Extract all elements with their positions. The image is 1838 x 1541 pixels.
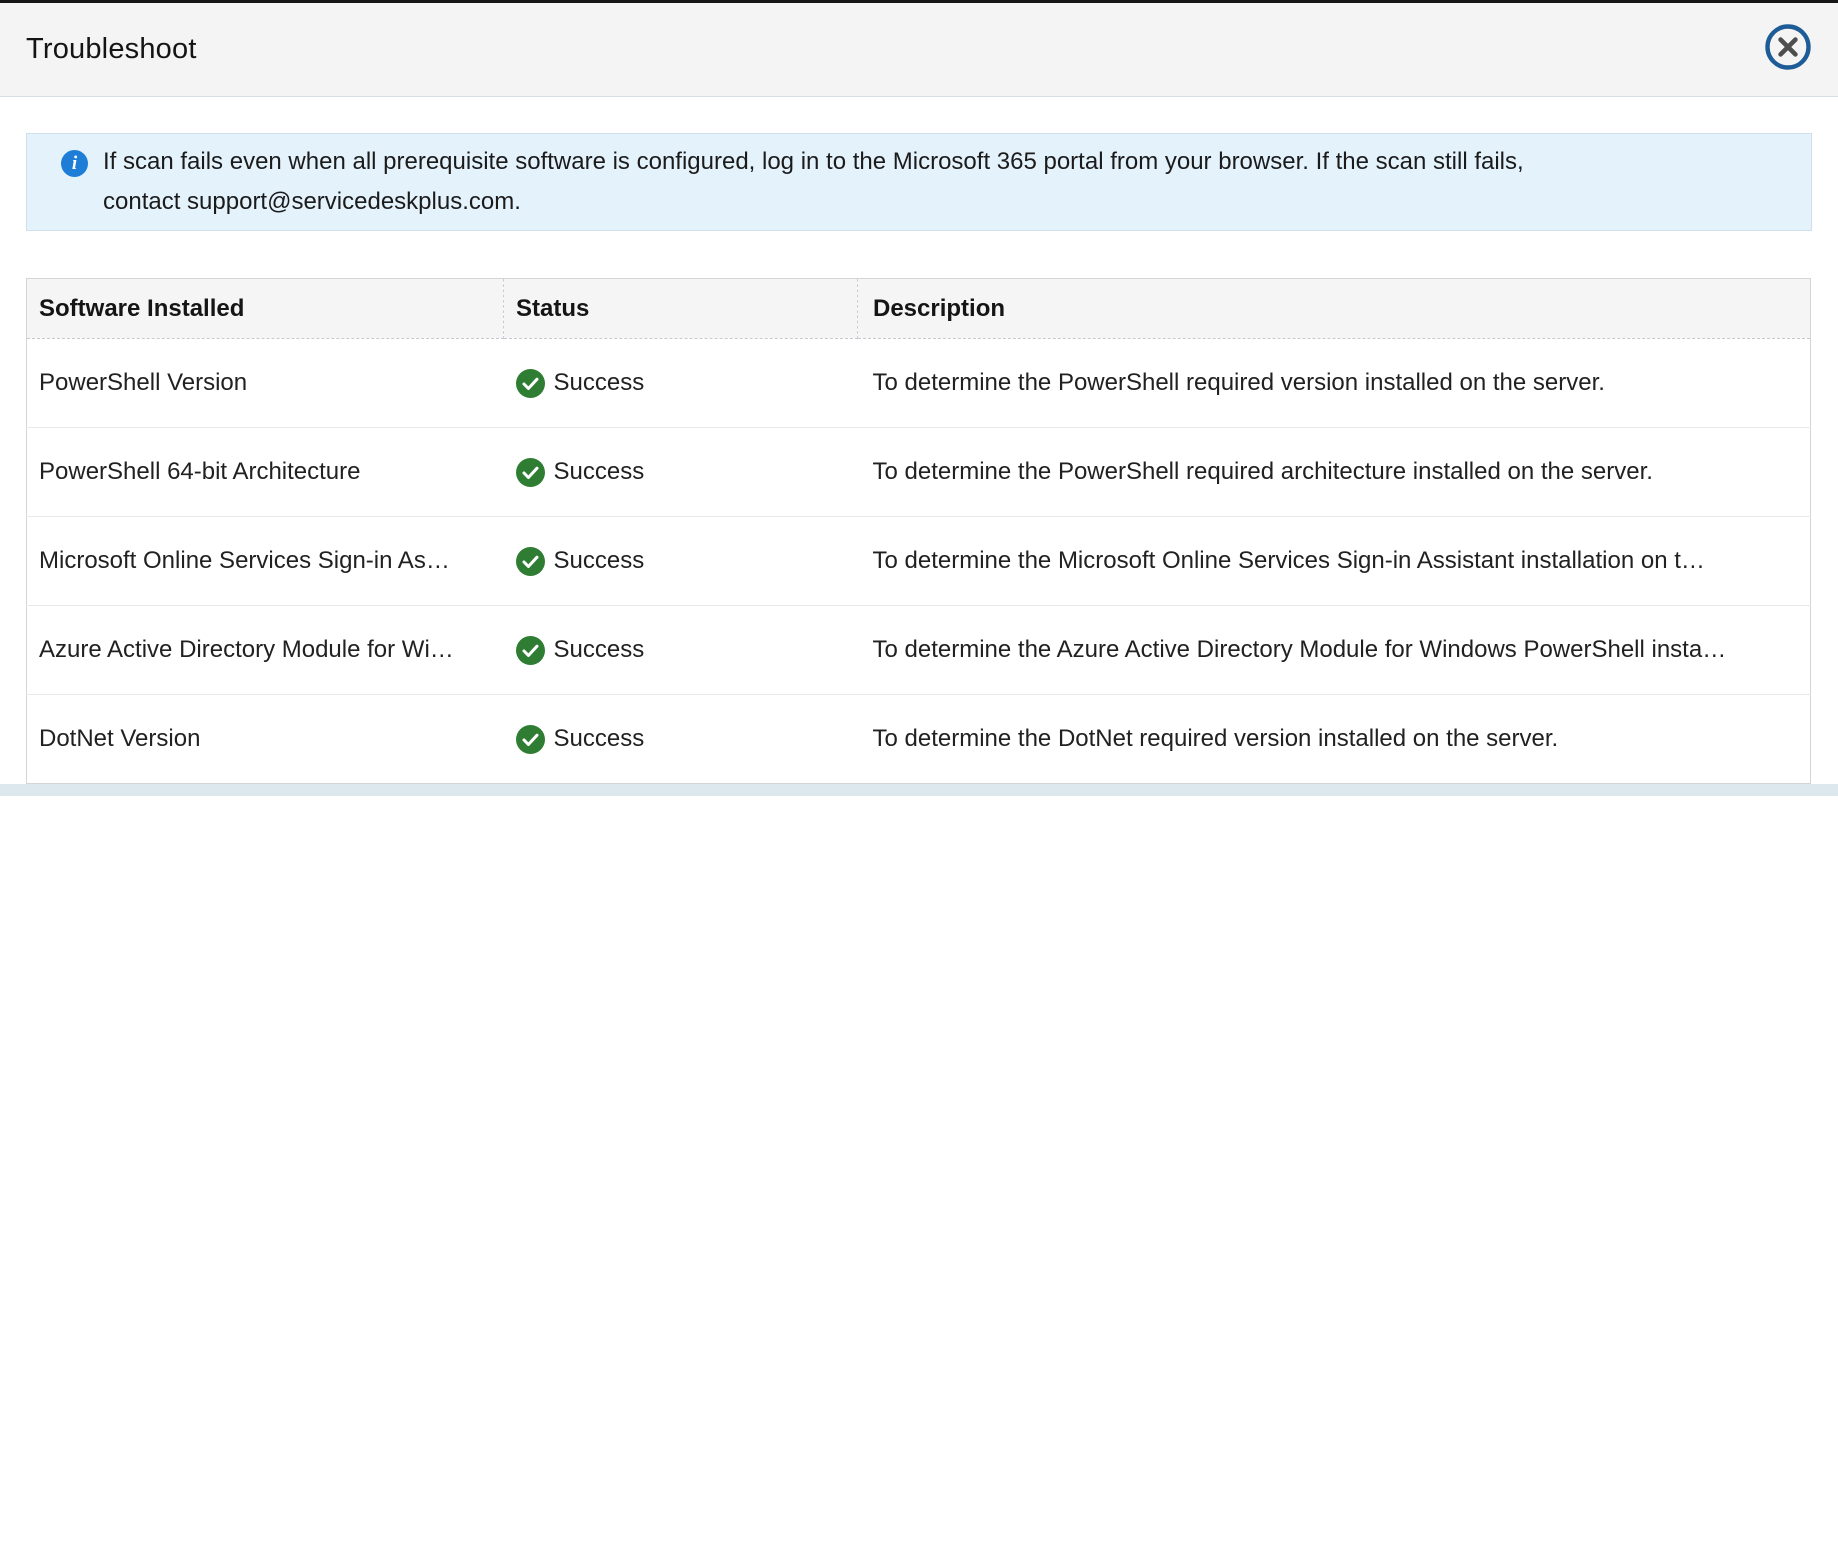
table-row [27,517,1811,606]
table-row [27,339,1811,428]
page-title: Troubleshoot [26,33,197,65]
success-check-icon [516,725,545,754]
status-label: Success [553,458,645,485]
software-name-cell: PowerShell 64-bit Architecture [27,428,504,517]
success-check-icon [516,636,545,665]
description-cell: To determine the DotNet required version installed on the server. [858,695,1811,784]
info-banner-line-2: contact support@servicedeskplus.com. [103,188,521,215]
info-icon: i [61,150,88,177]
status-cell [504,517,858,606]
software-name-cell: Azure Active Directory Module for Wi… [27,606,504,695]
table-row [27,606,1811,695]
table-header-row [27,279,1811,339]
status-label: Success [553,369,645,396]
success-check-icon [516,547,545,576]
success-check-icon [516,458,545,487]
column-header-software-installed: Software Installed [27,279,504,339]
description-cell: To determine the Azure Active Directory Module for Windows PowerShell insta… [858,606,1811,695]
status-cell [504,695,858,784]
status-cell [504,428,858,517]
software-name-cell: PowerShell Version [27,339,504,428]
table-row [27,428,1811,517]
close-icon [1764,23,1812,71]
close-button[interactable] [1764,23,1812,71]
description-cell: To determine the Microsoft Online Services Sign-in Assistant installation on t… [858,517,1811,606]
table-row [27,695,1811,784]
software-name-cell: DotNet Version [27,695,504,784]
bottom-track-divider [0,784,1838,796]
status-cell [504,339,858,428]
software-name-cell: Microsoft Online Services Sign-in As… [27,517,504,606]
info-banner-line-1: If scan fails even when all prerequisite software is configured, log in to the Microsoft 365 portal from your browser. If the scan still fails, [103,148,1524,175]
prerequisites-table [26,278,1811,784]
description-cell: To determine the PowerShell required version installed on the server. [858,339,1811,428]
status-label: Success [553,547,645,574]
title-bar [0,0,1838,97]
info-banner [26,133,1812,231]
column-header-status: Status [504,279,858,339]
status-label: Success [553,636,645,663]
info-banner-text [103,142,1524,222]
success-check-icon [516,369,545,398]
status-label: Success [553,725,645,752]
description-cell: To determine the PowerShell required architecture installed on the server. [858,428,1811,517]
column-header-description: Description [858,279,1811,339]
status-cell [504,606,858,695]
